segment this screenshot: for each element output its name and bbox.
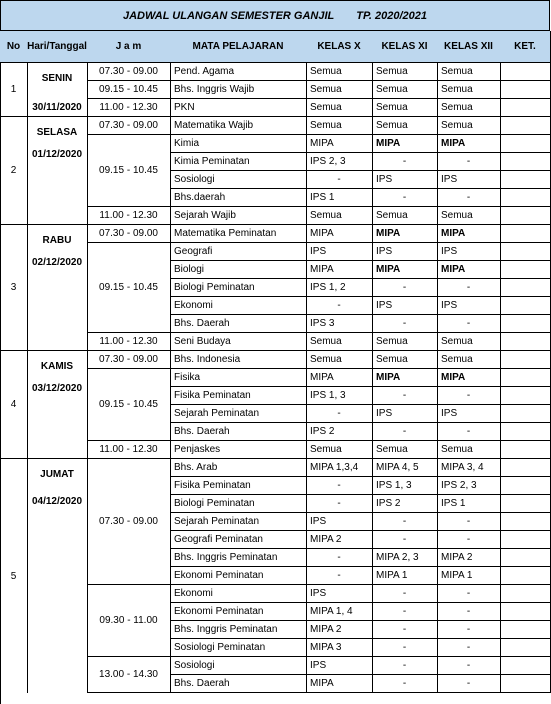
class-x-cell: - <box>306 297 373 315</box>
notes-cell <box>500 441 551 459</box>
subject-cell: Sejarah Peminatan <box>170 405 307 423</box>
time-slot: 07.30 - 09.00 <box>87 63 171 81</box>
class-xii-cell: - <box>437 657 501 675</box>
subject-cell: Seni Budaya <box>170 333 307 351</box>
subject-cell: Sosiologi <box>170 171 307 189</box>
class-xi-cell: - <box>372 423 438 441</box>
day-number: 3 <box>0 225 28 351</box>
class-x-cell: IPS 2, 3 <box>306 153 373 171</box>
class-x-cell: IPS <box>306 585 373 603</box>
class-xii-cell: - <box>437 621 501 639</box>
class-xii-cell: - <box>437 423 501 441</box>
class-xi-cell: MIPA 1 <box>372 567 438 585</box>
class-x-cell: - <box>306 549 373 567</box>
subject-cell: Bhs. Daerah <box>170 315 307 333</box>
notes-cell <box>500 405 551 423</box>
class-xii-cell: - <box>437 189 501 207</box>
subject-cell: Kimia Peminatan <box>170 153 307 171</box>
day-number: 2 <box>0 117 28 225</box>
class-xi-cell: Semua <box>372 99 438 117</box>
notes-cell <box>500 459 551 477</box>
subject-cell: Fisika Peminatan <box>170 387 307 405</box>
class-xii-cell: - <box>437 315 501 333</box>
class-xi-cell: - <box>372 513 438 531</box>
notes-cell <box>500 153 551 171</box>
subject-cell: Geografi <box>170 243 307 261</box>
class-xii-cell: - <box>437 531 501 549</box>
class-xii-cell: - <box>437 639 501 657</box>
subject-cell: Biologi Peminatan <box>170 495 307 513</box>
notes-cell <box>500 495 551 513</box>
class-xii-cell: IPS <box>437 243 501 261</box>
subject-cell: Ekonomi Peminatan <box>170 567 307 585</box>
class-xi-cell: - <box>372 387 438 405</box>
class-x-cell: - <box>306 495 373 513</box>
class-x-cell: Semua <box>306 81 373 99</box>
class-x-cell: MIPA <box>306 261 373 279</box>
sheet-title <box>0 0 550 31</box>
class-xii-cell: Semua <box>437 351 501 369</box>
class-xii-cell: MIPA <box>437 261 501 279</box>
class-x-cell: MIPA <box>306 135 373 153</box>
class-xi-cell: - <box>372 153 438 171</box>
class-x-cell: Semua <box>306 207 373 225</box>
class-xii-cell: MIPA 3, 4 <box>437 459 501 477</box>
notes-cell <box>500 189 551 207</box>
time-slot: 13.00 - 14.30 <box>87 657 171 693</box>
day-name: SENIN <box>41 73 73 84</box>
subject-cell: Bhs. Arab <box>170 459 307 477</box>
class-xii-cell: MIPA 1 <box>437 567 501 585</box>
notes-cell <box>500 567 551 585</box>
notes-cell <box>500 279 551 297</box>
time-slot: 07.30 - 09.00 <box>87 459 171 585</box>
subject-cell: Ekonomi Peminatan <box>170 603 307 621</box>
subject-cell: Geografi Peminatan <box>170 531 307 549</box>
notes-cell <box>500 513 551 531</box>
class-x-cell: IPS 1 <box>306 189 373 207</box>
notes-cell <box>500 351 551 369</box>
class-xii-cell: - <box>437 279 501 297</box>
class-xi-cell: MIPA 2, 3 <box>372 549 438 567</box>
day-date-cell <box>27 117 88 225</box>
notes-cell <box>500 639 551 657</box>
time-slot: 11.00 - 12.30 <box>87 333 171 351</box>
header-subject: MATA PELAJARAN <box>170 31 307 63</box>
class-x-cell: IPS <box>306 243 373 261</box>
day-number: 5 <box>0 459 28 693</box>
subject-cell: Bhs. Indonesia <box>170 351 307 369</box>
time-slot: 09.15 - 10.45 <box>87 135 171 207</box>
class-xi-cell: IPS 2 <box>372 495 438 513</box>
class-xii-cell: - <box>437 513 501 531</box>
class-xi-cell: IPS <box>372 297 438 315</box>
time-slot: 07.30 - 09.00 <box>87 225 171 243</box>
class-xi-cell: Semua <box>372 117 438 135</box>
class-xii-cell: - <box>437 153 501 171</box>
class-x-cell: MIPA 2 <box>306 621 373 639</box>
class-x-cell: IPS 1, 2 <box>306 279 373 297</box>
class-x-cell: Semua <box>306 99 373 117</box>
class-xii-cell: Semua <box>437 333 501 351</box>
class-xi-cell: - <box>372 639 438 657</box>
time-slot: 09.15 - 10.45 <box>87 81 171 99</box>
notes-cell <box>500 243 551 261</box>
class-xi-cell: Semua <box>372 333 438 351</box>
notes-cell <box>500 423 551 441</box>
subject-cell: Bhs. Inggris Peminatan <box>170 549 307 567</box>
day-number: 1 <box>0 63 28 117</box>
subject-cell: Bhs. Daerah <box>170 423 307 441</box>
time-slot: 07.30 - 09.00 <box>87 117 171 135</box>
class-xi-cell: - <box>372 189 438 207</box>
class-xi-cell: Semua <box>372 351 438 369</box>
notes-cell <box>500 63 551 81</box>
notes-cell <box>500 621 551 639</box>
subject-cell: Bhs. Inggris Peminatan <box>170 621 307 639</box>
class-xii-cell: Semua <box>437 81 501 99</box>
class-xi-cell: - <box>372 675 438 693</box>
subject-cell: Matematika Wajib <box>170 117 307 135</box>
notes-cell <box>500 387 551 405</box>
day-date-cell <box>27 63 88 117</box>
subject-cell: Sejarah Wajib <box>170 207 307 225</box>
day-name: RABU <box>42 235 72 246</box>
class-xii-cell: IPS <box>437 405 501 423</box>
notes-cell <box>500 225 551 243</box>
subject-cell: Biologi <box>170 261 307 279</box>
class-xii-cell: MIPA <box>437 135 501 153</box>
class-x-cell: MIPA 1, 4 <box>306 603 373 621</box>
day-date: 03/12/2020 <box>31 383 83 394</box>
class-xii-cell: IPS 1 <box>437 495 501 513</box>
class-xi-cell: - <box>372 621 438 639</box>
notes-cell <box>500 207 551 225</box>
notes-cell <box>500 81 551 99</box>
time-slot: 09.15 - 10.45 <box>87 369 171 441</box>
class-xii-cell: Semua <box>437 117 501 135</box>
notes-cell <box>500 315 551 333</box>
class-xi-cell: IPS <box>372 243 438 261</box>
class-xii-cell: Semua <box>437 99 501 117</box>
class-xi-cell: MIPA <box>372 261 438 279</box>
class-xii-cell: IPS 2, 3 <box>437 477 501 495</box>
class-x-cell: MIPA <box>306 369 373 387</box>
class-xii-cell: Semua <box>437 63 501 81</box>
day-date: 01/12/2020 <box>31 149 83 160</box>
class-xii-cell: - <box>437 387 501 405</box>
class-xii-cell: MIPA <box>437 225 501 243</box>
header-time: J a m <box>87 31 171 63</box>
class-xi-cell: Semua <box>372 63 438 81</box>
class-xii-cell: - <box>437 585 501 603</box>
class-xi-cell: - <box>372 657 438 675</box>
notes-cell <box>500 675 551 693</box>
class-xi-cell: - <box>372 279 438 297</box>
class-xi-cell: Semua <box>372 81 438 99</box>
notes-cell <box>500 603 551 621</box>
subject-cell: Bhs.daerah <box>170 189 307 207</box>
class-x-cell: IPS <box>306 513 373 531</box>
notes-cell <box>500 333 551 351</box>
class-x-cell: Semua <box>306 63 373 81</box>
class-xi-cell: Semua <box>372 207 438 225</box>
day-date: 04/12/2020 <box>31 496 83 507</box>
time-slot: 09.30 - 11.00 <box>87 585 171 657</box>
class-x-cell: MIPA 3 <box>306 639 373 657</box>
subject-cell: Ekonomi <box>170 585 307 603</box>
notes-cell <box>500 117 551 135</box>
class-x-cell: MIPA 2 <box>306 531 373 549</box>
notes-cell <box>500 585 551 603</box>
class-xi-cell: IPS 1, 3 <box>372 477 438 495</box>
class-x-cell: MIPA <box>306 675 373 693</box>
title-right: TP. 2020/2021 <box>356 9 427 22</box>
subject-cell: Matematika Peminatan <box>170 225 307 243</box>
class-x-cell: Semua <box>306 117 373 135</box>
class-x-cell: - <box>306 477 373 495</box>
notes-cell <box>500 477 551 495</box>
day-number: 4 <box>0 351 28 459</box>
notes-cell <box>500 135 551 153</box>
title-left: JADWAL ULANGAN SEMESTER GANJIL <box>122 9 335 22</box>
time-slot: 07.30 - 09.00 <box>87 351 171 369</box>
notes-cell <box>500 369 551 387</box>
subject-cell: Fisika Peminatan <box>170 477 307 495</box>
notes-cell <box>500 549 551 567</box>
class-x-cell: - <box>306 405 373 423</box>
class-x-cell: MIPA <box>306 225 373 243</box>
class-x-cell: Semua <box>306 333 373 351</box>
time-slot: 11.00 - 12.30 <box>87 99 171 117</box>
subject-cell: Sosiologi <box>170 657 307 675</box>
day-name: KAMIS <box>40 361 74 372</box>
subject-cell: Ekonomi <box>170 297 307 315</box>
subject-cell: Pend. Agama <box>170 63 307 81</box>
subject-cell: Biologi Peminatan <box>170 279 307 297</box>
day-name: JUMAT <box>40 469 74 480</box>
class-xi-cell: - <box>372 531 438 549</box>
class-xii-cell: IPS <box>437 171 501 189</box>
class-xi-cell: Semua <box>372 441 438 459</box>
class-xii-cell: MIPA 2 <box>437 549 501 567</box>
class-xi-cell: MIPA <box>372 135 438 153</box>
subject-cell: Bhs. Inggris Wajib <box>170 81 307 99</box>
subject-cell: Sejarah Peminatan <box>170 513 307 531</box>
class-xi-cell: - <box>372 315 438 333</box>
class-x-cell: IPS 2 <box>306 423 373 441</box>
day-date: 02/12/2020 <box>31 257 83 268</box>
notes-cell <box>500 261 551 279</box>
class-xi-cell: - <box>372 603 438 621</box>
subject-cell: Penjaskes <box>170 441 307 459</box>
time-slot: 11.00 - 12.30 <box>87 207 171 225</box>
class-xii-cell: - <box>437 675 501 693</box>
day-date: 30/11/2020 <box>32 102 82 113</box>
notes-cell <box>500 297 551 315</box>
notes-cell <box>500 657 551 675</box>
header-class-xii: KELAS XII <box>437 31 501 63</box>
class-xi-cell: - <box>372 585 438 603</box>
class-xi-cell: MIPA <box>372 225 438 243</box>
day-date-cell <box>27 459 88 693</box>
subject-cell: Bhs. Daerah <box>170 675 307 693</box>
header-notes: KET. <box>500 31 551 63</box>
class-x-cell: IPS 3 <box>306 315 373 333</box>
class-x-cell: Semua <box>306 441 373 459</box>
class-x-cell: MIPA 1,3,4 <box>306 459 373 477</box>
day-name: SELASA <box>36 127 78 138</box>
notes-cell <box>500 171 551 189</box>
class-x-cell: Semua <box>306 351 373 369</box>
class-xi-cell: MIPA <box>372 369 438 387</box>
class-xii-cell: Semua <box>437 207 501 225</box>
time-slot: 09.15 - 10.45 <box>87 243 171 333</box>
subject-cell: Fisika <box>170 369 307 387</box>
class-x-cell: - <box>306 567 373 585</box>
class-x-cell: - <box>306 171 373 189</box>
header-class-xi: KELAS XI <box>372 31 438 63</box>
class-xi-cell: IPS <box>372 405 438 423</box>
notes-cell <box>500 531 551 549</box>
notes-cell <box>500 99 551 117</box>
day-date-cell <box>27 225 88 351</box>
class-x-cell: IPS <box>306 657 373 675</box>
subject-cell: Kimia <box>170 135 307 153</box>
class-xi-cell: IPS <box>372 171 438 189</box>
class-xii-cell: IPS <box>437 297 501 315</box>
class-xii-cell: MIPA <box>437 369 501 387</box>
class-xii-cell: - <box>437 603 501 621</box>
header-class-x: KELAS X <box>306 31 373 63</box>
header-day-date: Hari/Tanggal <box>27 31 88 63</box>
day-date-cell <box>27 351 88 459</box>
class-xi-cell: MIPA 4, 5 <box>372 459 438 477</box>
header-no: No <box>0 31 28 63</box>
class-x-cell: IPS 1, 3 <box>306 387 373 405</box>
class-xii-cell: Semua <box>437 441 501 459</box>
time-slot: 11.00 - 12.30 <box>87 441 171 459</box>
subject-cell: PKN <box>170 99 307 117</box>
subject-cell: Sosiologi Peminatan <box>170 639 307 657</box>
